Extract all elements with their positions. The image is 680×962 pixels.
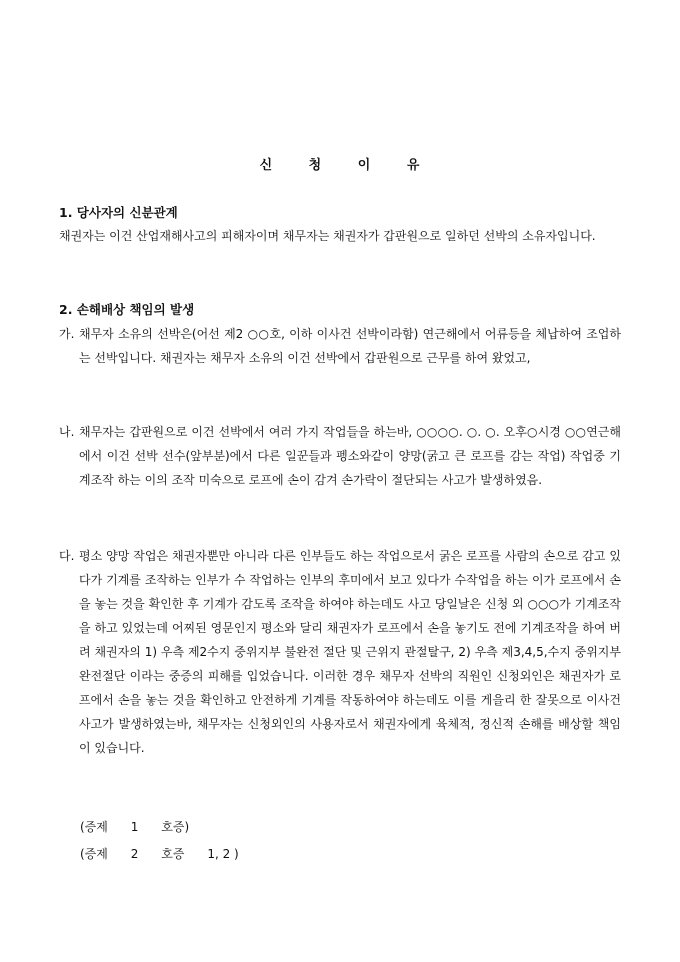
list-item-ga	[59, 322, 621, 370]
list-item-marker: 나.	[59, 425, 75, 439]
list-item-da	[59, 544, 621, 760]
evidence-reference-1: (증제 1 호증)	[80, 820, 190, 834]
section-heading-relationship: 1. 당사자의 신분관계	[59, 205, 178, 220]
section-heading-liability: 2. 손해배상 책임의 발생	[59, 302, 195, 317]
evidence-reference-2: (증제 2 호증 1, 2 )	[80, 847, 239, 861]
list-item-marker: 가.	[59, 327, 75, 341]
list-item-text: 채무자 소유의 선박은(어선 제2 ○○호, 이하 이사건 선박이라함) 연근해에서 어류등을 체납하여 조업하는 선박입니다. 채권자는 채무자 소유의 이건 선박에서 갑판원으로 근무를 하여 왔었고,	[79, 327, 621, 365]
list-item-marker: 다.	[59, 549, 75, 563]
document-title: 신 청 이 유	[259, 158, 421, 173]
list-item-text: 평소 양망 작업은 채권자뿐만 아니라 다른 인부들도 하는 작업으로서 굵은 로프를 사람의 손으로 감고 있다가 기계를 조작하는 인부가 수 작업하는 인부의 후미에서 보고 있다가 수작업을 하는 이가 로프에서 손을 놓는 것을 확인한 후 기계가 감도록 조작을 하여야 하는데도 사고 당일날은 신청 외 ○○○가 기계조작을 하고 있었는데 어찌된 영문인지 평소와 달리 채권자가 로프에서 손을 놓기도 전에 기계조작을 하여 버려 채권자의 1) 우측 제2수지 중위지부 불완전 절단 및 근위지 관절탈구, 2) 우측 제3,4,5,수지 중위지부 완전절단 이라는 중증의 피해를 입었습니다. 이러한 경우 채무자 선박의 직원인 신청외인은 채권자가 로프에서 손을 놓는 것을 확인하고 안전하게 기계를 작동하여야 하는데도 이를 게을리 한 잘못으로 이사건 사고가 발생하였는바, 채무자는 신청외인의 사용자로서 채권자에게 육체적, 정신적 손해를 배상할 책임이 있습니다.	[79, 549, 621, 755]
list-item-na	[59, 420, 621, 492]
section-text-relationship: 채권자는 이건 산업재해사고의 피해자이며 채무자는 채권자가 갑판원으로 일하던 선박의 소유자입니다.	[59, 229, 596, 243]
list-item-text: 채무자는 갑판원으로 이건 선박에서 여러 가지 작업들을 하는바, ○○○○. ○. ○. 오후○시경 ○○연근해에서 이건 선박 선수(앞부분)에서 다른 일꾼들과 펭소와같이 양망(굵고 큰 로프를 감는 작업) 작업중 기계조작 하는 이의 조작 미숙으로 로프에 손이 감겨 손가락이 절단되는 사고가 발생하였음.	[79, 425, 621, 487]
